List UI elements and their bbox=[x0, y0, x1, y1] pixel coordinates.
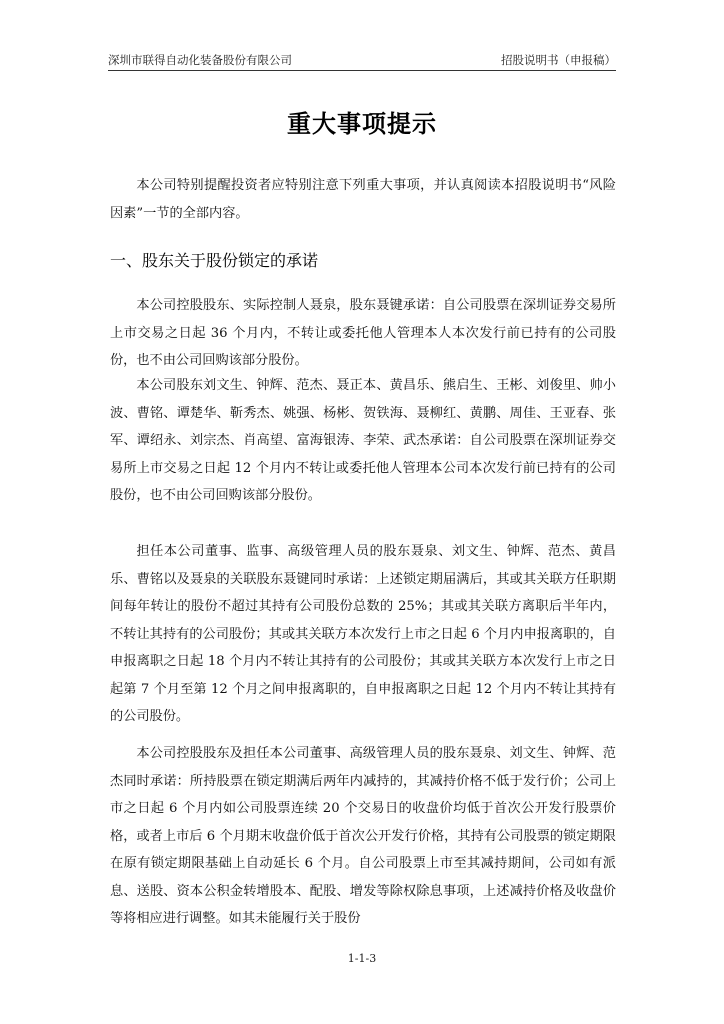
header-divider bbox=[108, 70, 616, 71]
section-paragraph-4: 本公司控股股东及担任本公司董事、高级管理人员的股东聂泉、刘文生、钟辉、范杰同时承诺：所持股票在锁定期满后两年内减持的，其减持价格不低于发行价；公司上市之日起 6 个月内如公司股票连续 20 个交易日的收盘价均低于首次公开发行股票价格，或者上市后 6 个月期末收盘价低于首次公开发行价格，其持有公司股票的锁定期限在原有锁定期限基础上自动延长 6 个月。自公司股票上市至其减持期间，公司如有派息、送股、资本公积金转增股本、配股、增发等除权除息事项，上述减持价格及收盘价等将相应进行调整。如其未能履行关于股份 bbox=[110, 746, 616, 926]
page-title: 重大事项提示 bbox=[287, 110, 437, 138]
header-document-name: 招股说明书（申报稿） bbox=[501, 53, 616, 67]
header-company-name: 深圳市联得自动化装备股份有限公司 bbox=[108, 53, 292, 67]
intro-paragraph: 本公司特别提醒投资者应特别注意下列重大事项，并认真阅读本招股说明书“风险因素”一节的全部内容。 bbox=[110, 178, 616, 221]
section-paragraph-1: 本公司控股股东、实际控制人聂泉，股东聂键承诺：自公司股票在深圳证券交易所上市交易之日起 36 个月内，不转让或委托他人管理本人本次发行前已持有的公司股份，也不由公司回购该部分股份。 bbox=[110, 298, 616, 368]
page-header bbox=[108, 52, 616, 68]
section-heading: 一、股东关于股份锁定的承诺 bbox=[110, 251, 319, 270]
section-paragraph-2: 本公司股东刘文生、钟辉、范杰、聂正本、黄昌乐、熊启生、王彬、刘俊里、帅小波、曹铭、谭楚华、靳秀杰、姚强、杨彬、贺铁海、聂柳红、黄鹏、周佳、王亚春、张军、谭绍永、刘宗杰、肖高望、富海银涛、李荣、武杰承诺：自公司股票在深圳证券交易所上市交易之日起 12 个月内不转让或委托他人管理本公司本次发行前已持有的公司股份，也不由公司回购该部分股份。 bbox=[110, 378, 616, 503]
section-paragraph-3: 担任本公司董事、监事、高级管理人员的股东聂泉、刘文生、钟辉、范杰、黄昌乐、曹铭以及聂泉的关联股东聂键同时承诺：上述锁定期届满后，其或其关联方任职期间每年转让的股份不超过其持有公司股份总数的 25%；其或其关联方离职后半年内，不转让其持有的公司股份；其或其关联方本次发行上市之日起 6 个月内申报离职的，自申报离职之日起 18 个月内不转让其持有的公司股份；其或其关联方本次发行上市之日起第 7 个月至第 12 个月之间申报离职的，自申报离职之日起 12 个月内不转让其持有的公司股份。 bbox=[110, 544, 616, 724]
page-number: 1-1-3 bbox=[347, 952, 377, 965]
